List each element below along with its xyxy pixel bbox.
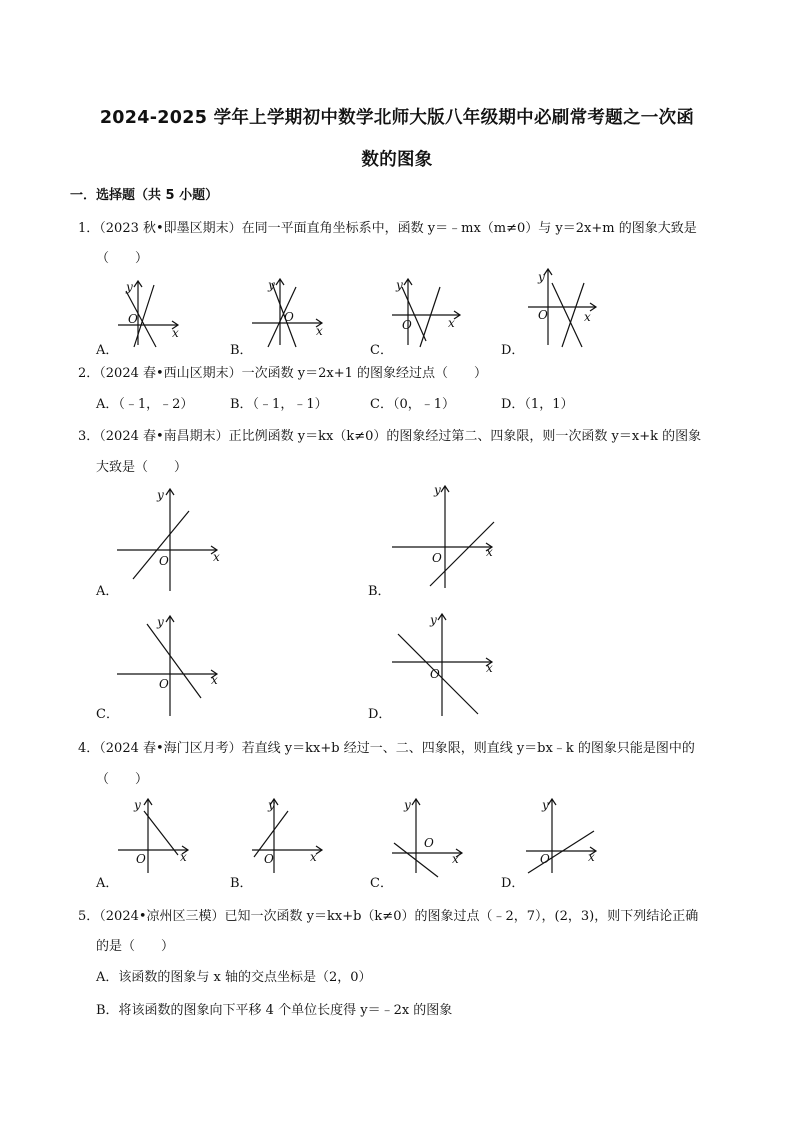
q2-option-b[interactable]: B．（﹣1，﹣1）: [230, 397, 328, 412]
q2-option-a[interactable]: A．（﹣1，﹣2）: [96, 397, 194, 412]
axis-label: y: [542, 798, 549, 812]
q2-option-c[interactable]: C．（0，﹣1）: [370, 397, 455, 412]
axis-label: x: [316, 324, 323, 338]
title-line-1: 2024-2025 学年上学期初中数学北师大版八年级期中必刷常考题之一次函: [99, 108, 695, 128]
q3-stem-cont: 大致是（ ）: [96, 460, 188, 475]
origin-label: O: [432, 551, 442, 565]
q3-graph-d: [390, 610, 500, 720]
q1-graph-b: [252, 275, 332, 355]
q4-answer-blank: （ ）: [96, 772, 149, 787]
q4-stem: 4．（2024 春•海门区月考）若直线 y＝kx+b 经过一、二、四象限，则直线 y＝bx﹣k 的图象只能是图中的: [78, 741, 695, 756]
axis-label: y: [157, 488, 164, 502]
axis-label: y: [126, 280, 133, 294]
q2-stem: 2．（2024 春•西山区期末）一次函数 y＝2x+1 的图象经过点（ ）: [78, 366, 488, 381]
origin-label: O: [540, 852, 550, 866]
axis-label: y: [268, 278, 275, 292]
q3-option-c[interactable]: C．: [96, 707, 119, 722]
q1-graph-a: [112, 275, 192, 355]
q4-graph-d: [522, 795, 602, 875]
axis-label: y: [404, 798, 411, 812]
axis-label: y: [134, 798, 141, 812]
axis-label: x: [486, 545, 493, 559]
axis-label: x: [486, 661, 493, 675]
axis-label: x: [172, 326, 179, 340]
axis-label: y: [268, 798, 275, 812]
q1-option-b[interactable]: B．: [230, 343, 253, 358]
q2-option-d[interactable]: D．（1，1）: [501, 397, 574, 412]
q4-option-d[interactable]: D．: [501, 876, 525, 891]
axis-label: x: [588, 850, 595, 864]
q5-stem: 5．（2024•凉州区三模）已知一次函数 y＝kx+b（k≠0）的图象过点（﹣2，7），(2，3)，则下列结论正确: [78, 909, 699, 924]
q4-option-c[interactable]: C．: [370, 876, 393, 891]
origin-label: O: [430, 667, 440, 681]
axis-label: y: [538, 270, 545, 284]
origin-label: O: [159, 677, 169, 691]
origin-label: O: [538, 308, 548, 322]
q3-option-d[interactable]: D．: [368, 707, 392, 722]
q4-graph-b: [252, 795, 332, 875]
axis-label: y: [430, 613, 437, 627]
q5-option-b[interactable]: B．将该函数的图象向下平移 4 个单位长度得 y＝﹣2x 的图象: [96, 1003, 453, 1018]
axis-label: x: [180, 850, 187, 864]
origin-label: O: [128, 312, 138, 326]
axis-label: x: [211, 673, 218, 687]
q1-option-a[interactable]: A．: [96, 343, 119, 358]
q3-graph-a: [115, 485, 225, 595]
q1-option-c[interactable]: C．: [370, 343, 393, 358]
q4-graph-a: [118, 795, 198, 875]
axis-label: x: [584, 310, 591, 324]
origin-label: O: [264, 852, 274, 866]
q5-option-a[interactable]: A．该函数的图象与 x 轴的交点坐标是（2，0）: [96, 970, 372, 985]
q1-option-d[interactable]: D．: [501, 343, 525, 358]
section-heading: 一．选择题（共 5 小题）: [70, 188, 219, 203]
title-line-2: 数的图象: [361, 150, 433, 170]
axis-label: x: [213, 550, 220, 564]
q3-option-a[interactable]: A．: [96, 584, 119, 599]
axis-label: y: [157, 615, 164, 629]
axis-label: y: [434, 483, 441, 497]
axis-label: x: [448, 316, 455, 330]
q3-option-b[interactable]: B．: [368, 584, 391, 599]
q4-option-a[interactable]: A．: [96, 876, 119, 891]
origin-label: O: [159, 554, 169, 568]
axis-label: x: [310, 850, 317, 864]
origin-label: O: [424, 836, 434, 850]
q5-stem-cont: 的是（ ）: [96, 939, 175, 954]
q1-answer-blank: （ ）: [96, 251, 149, 266]
axis-label: y: [396, 278, 403, 292]
q1-stem: 1．（2023 秋•即墨区期末）在同一平面直角坐标系中，函数 y＝﹣mx（m≠0）与 y＝2x+m 的图象大致是: [78, 221, 697, 236]
q1-graph-d: [528, 265, 608, 355]
q4-graph-c: [390, 795, 470, 875]
origin-label: O: [136, 852, 146, 866]
q4-option-b[interactable]: B．: [230, 876, 253, 891]
origin-label: O: [402, 318, 412, 332]
q3-stem: 3．（2024 春•南昌期末）正比例函数 y＝kx（k≠0）的图象经过第二、四象限，则一次函数 y＝x+k 的图象: [78, 429, 702, 444]
axis-label: x: [452, 852, 459, 866]
q3-graph-b: [390, 482, 500, 592]
origin-label: O: [284, 310, 294, 324]
q3-graph-c: [115, 612, 225, 722]
q1-graph-c: [390, 275, 470, 355]
